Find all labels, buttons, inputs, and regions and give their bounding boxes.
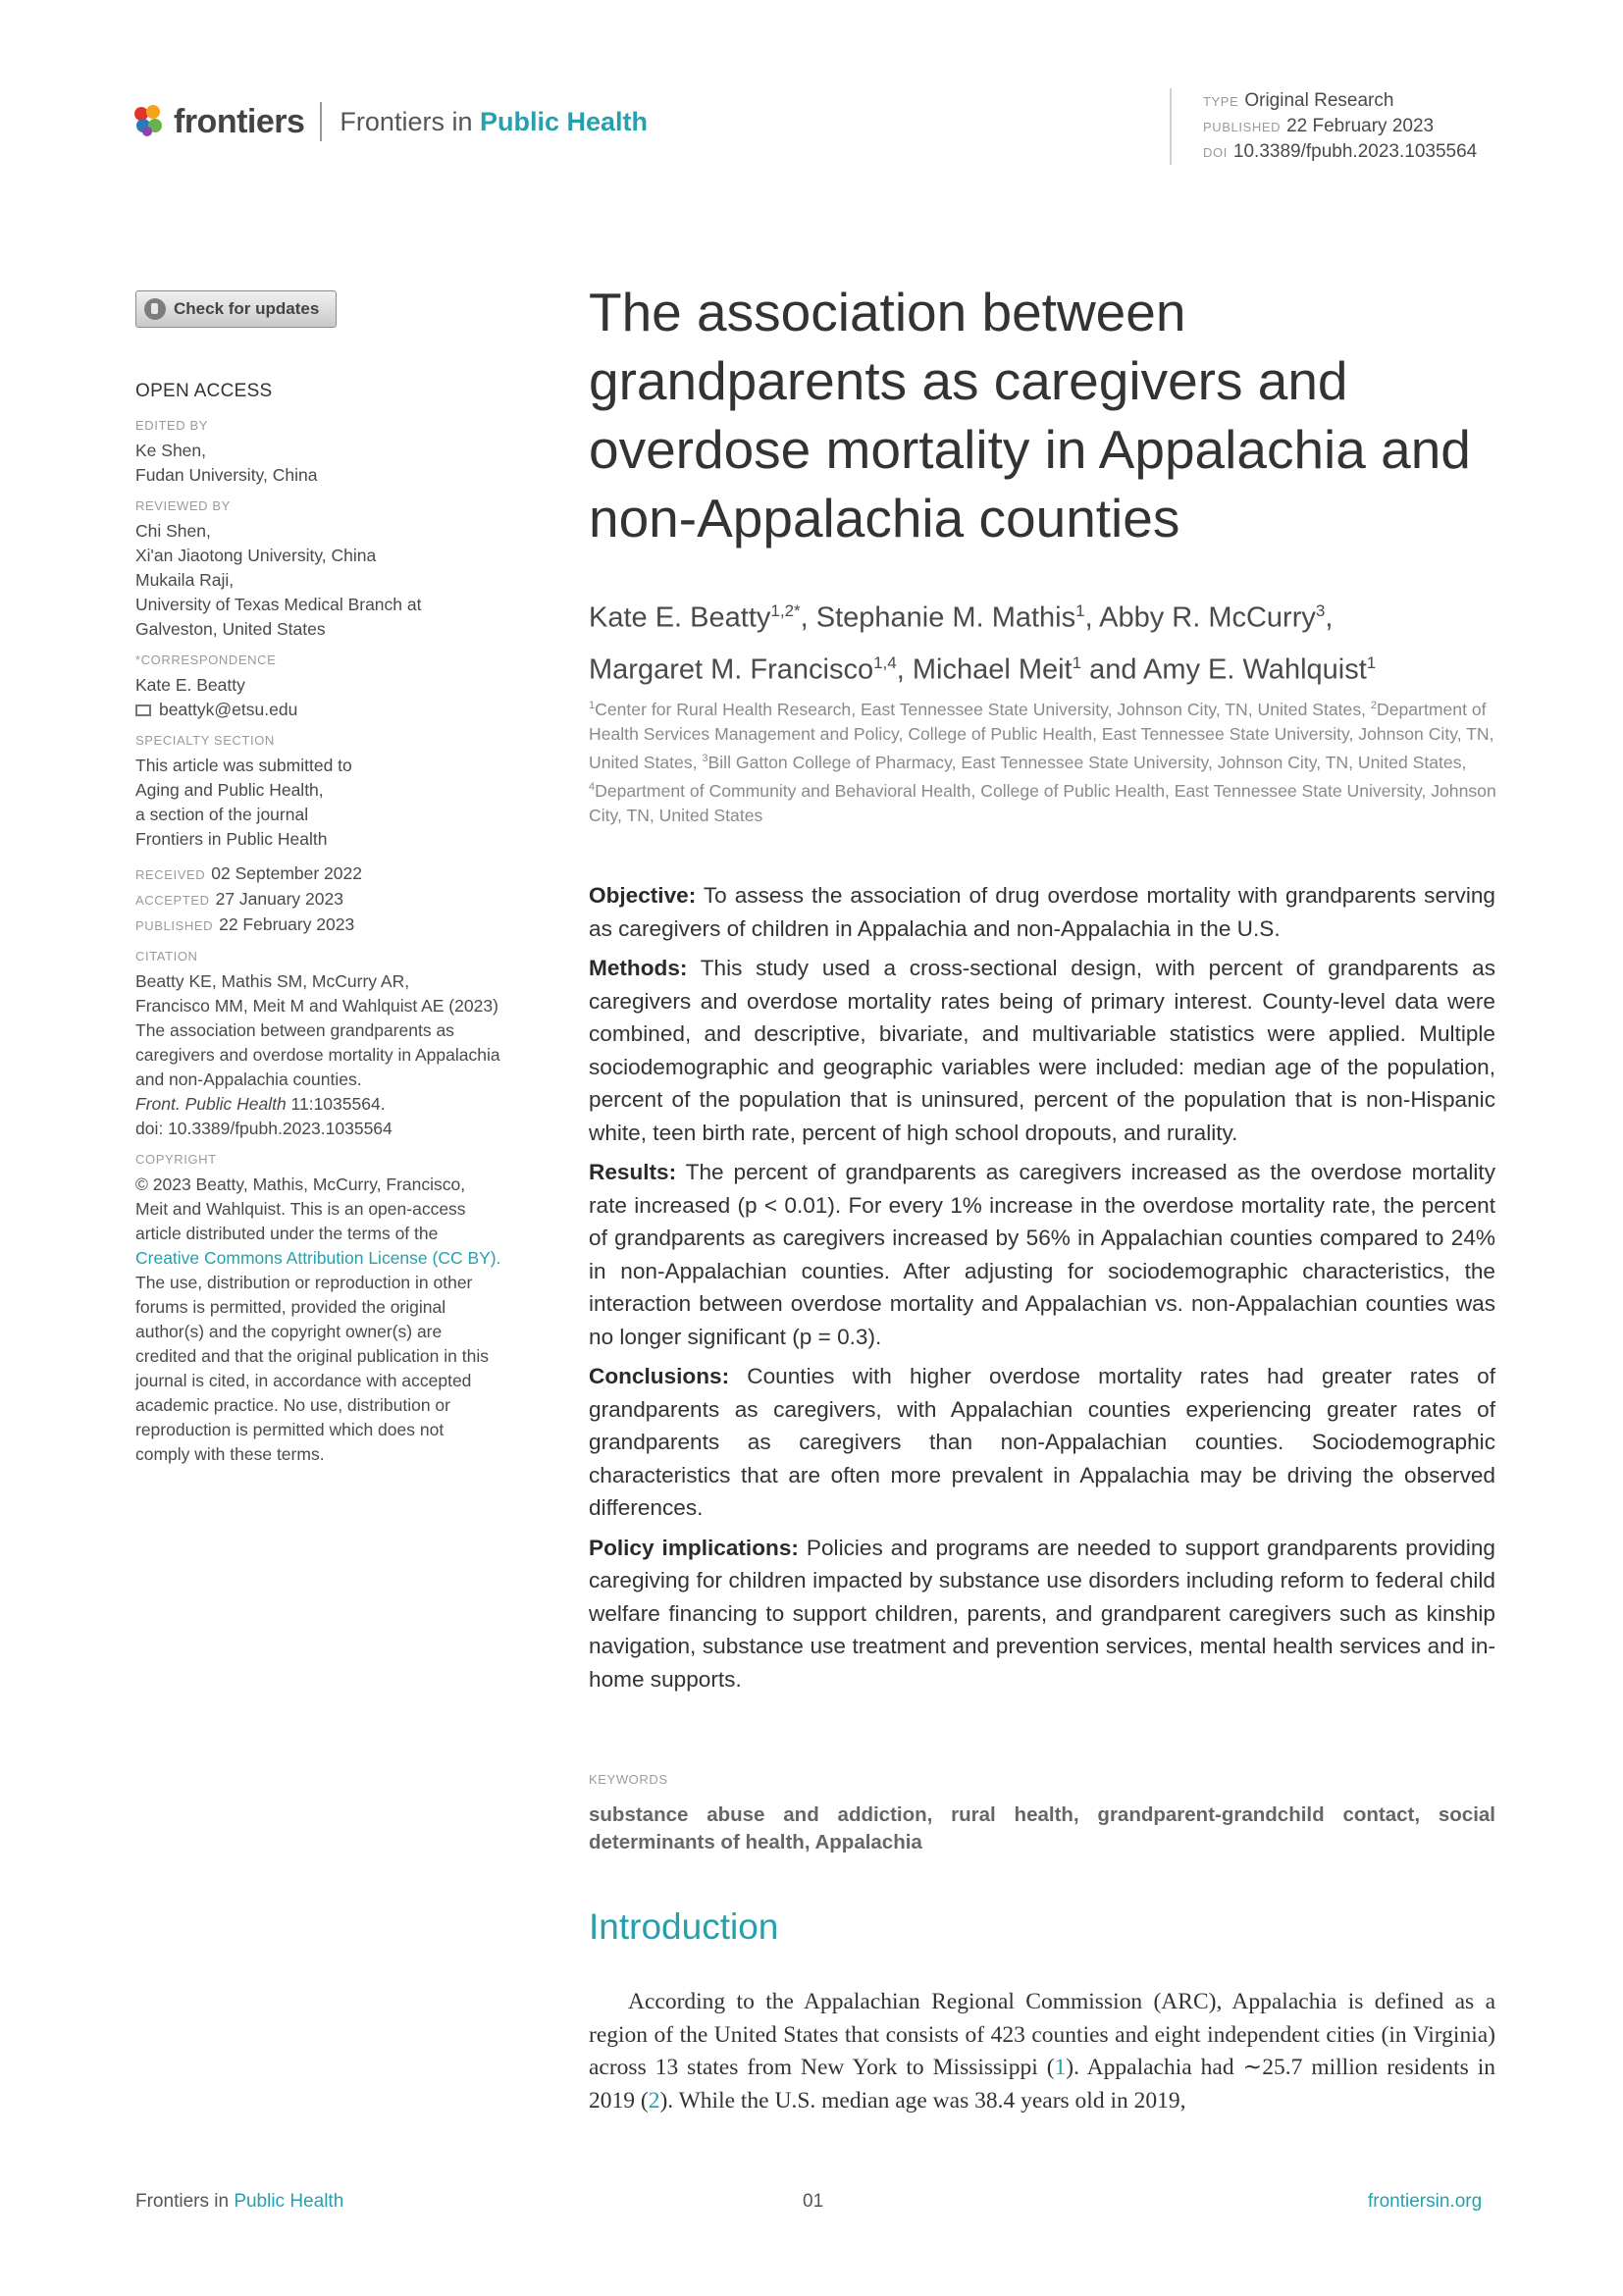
reviewer-line: Chi Shen, (135, 521, 211, 541)
doi-link[interactable]: 10.3389/fpubh.2023.1035564 (1232, 141, 1478, 162)
author-name[interactable]: Kate E. Beatty (589, 601, 771, 634)
page-number: 01 (803, 2191, 824, 2212)
author-affiliation-marker: 1,4 (873, 652, 897, 672)
keywords: substance abuse and addiction, rural health, grandparent-grandchild contact, social determinants of health, Appalachia (589, 1803, 1495, 1853)
affiliation: Bill Gatton College of Pharmacy, East Tennessee State University, Johnson City, TN, United States, (707, 752, 1467, 772)
citation-doi[interactable]: doi: 10.3389/fpubh.2023.1035564 (135, 1119, 393, 1138)
article-meta: TYPE Original Research PUBLISHED 22 February 2023 DOI 10.3389/fpubh.2023.1035564 (1170, 88, 1477, 165)
received-date: 02 September 2022 (211, 863, 362, 883)
footer-journal: Frontiers in Public Health (135, 2191, 344, 2212)
author-name[interactable]: Margaret M. Francisco (589, 653, 874, 686)
author-name[interactable]: Abby R. McCurry (1099, 601, 1316, 634)
logo-wordmark: frontiers (174, 102, 305, 140)
abstract-section: Methods: This study used a cross-sectional design, with percent of grandparents as caregivers and overdose mortality rates being of primary interest. County-level data were combined, and descriptive, bivariate, and multivariable statistics were applied. Multiple sociodemographic and geographic variables were included: median age of the population, percent of the population that is uninsured, percent of the population that is non-Hispanic white, teen birth rate, percent of high school dropouts, and rurality. (589, 956, 1495, 1145)
footer-site-link[interactable]: frontiersin.org (1368, 2191, 1483, 2212)
abstract-section: Results: The percent of grandparents as caregivers increased as the overdose mortality rate increased (p < 0.01). For every 1% increase in the overdose mortality rate, the percent of grandparents as caregivers increased by 56% in Appalachian counties compared to 24% in non-Appalachian counties. After adjusting for sociodemographic characteristics, the interaction between overdose mortality and Appalachian vs. non-Appalachian counties was no longer significant (p = 0.3). (589, 1160, 1495, 1349)
reference-link[interactable]: 2 (648, 2087, 660, 2113)
reference-link[interactable]: 1 (1054, 2055, 1067, 2080)
author-affiliation-marker: 1 (1072, 652, 1082, 672)
editor-line: Fudan University, China (135, 465, 318, 485)
author-affiliation-marker: 1,2* (770, 601, 801, 620)
abstract-section: Policy implications: Policies and programs are needed to support grandparents providing caregiving for children impacted by substance use disorders including reform to federal child welfare financing to support children, parents, and grandparent caregivers such as kinship navigation, substance use treatment and prevention services, mental health services and in-home supports. (589, 1535, 1495, 1692)
affiliation: Center for Rural Health Research, East Tennessee State University, Johnson City, TN, United States, (595, 699, 1371, 719)
frontiers-logo-icon (134, 105, 168, 138)
cc-by-license-link[interactable]: Creative Commons Attribution License (CC BY). (135, 1248, 501, 1268)
published-date: 22 February 2023 (1286, 116, 1435, 136)
introduction-heading: Introduction (589, 1906, 779, 1947)
sidebar: OPEN ACCESS EDITED BY Ke Shen, Fudan University, China REVIEWED BY Chi Shen, Xi'an Jiaotong University, China Mukaila Raji, University of Texas Medical Branch at Galveston, United States *CORRESPONDENCE Kate E. Beatty beattyk@etsu.edu SPECIALTY SECTION This article was submitted to Aging and Public Health, a section of the journal Frontiers in Public Health RECEIVED 02 September 2022 ACCEPTED 27 January 2023 PUBLISHED 22 February 2023 CITATION Beatty KE, Mathis SM, McCurry AR, Francisco MM, Meit M and Wahlquist AE (2023) The association between grandparents as caregivers and overdose mortality in Appalachia and non-Appalachia counties. Front. Public Health 11:1035564. doi: 10.3389/fpubh.2023.1035564 COPYRIGHT © 2023 Beatty, Mathis, McCurry, Francisco, Meit and Wahlquist. This is an open-access article distributed under the terms of the Creative Commons Attribution License (CC BY). The use, distribution or reproduction in other forums is permitted, provided the original author(s) and the copyright owner(s) are credited and that the original publication in this journal is cited, in accordance with accepted academic practice. No use, distribution or reproduction is permitted which does not comply with these terms. (135, 379, 557, 1467)
frontiers-logo[interactable] (134, 102, 648, 141)
article-type: Original Research (1244, 90, 1394, 111)
affiliations: $^1$Center for Rural Health Research, East Tennessee State University, Johnson City, TN, United States, $^2$Department of Health Services Management and Policy, College of Public Health, East Tennessee State University, Johnson City, TN, United States, $^3$Bill Gatton College of Pharmacy, East Tennessee State University, Johnson City, TN, United States, $^4$Department of Community and Behavioral Health, College of Public Health, East Tennessee State University, Johnson City, TN, United States (589, 699, 1496, 825)
update-icon (144, 298, 166, 320)
author-list: Kate E. Beatty$^{1,2*}$, Stephanie M. Mathis$^1$, Abby R. McCurry$^3$, Margaret M. Francisco$^{1,4}$, Michael Meit$^1$ and Amy E. Wahlquist$^1$ (589, 601, 1377, 686)
abstract (589, 879, 1495, 1702)
introduction-text: According to the Appalachian Regional Commission (ARC), Appalachia is defined as a region of the United States that consists of 423 counties and eight independent cities (in Virginia) across 13 states from New York to Mississippi (1). Appalachia had ∼25.7 million residents in 2019 (2). While the U.S. median age was 38.4 years old in 2019, (589, 1989, 1495, 2113)
affiliation: Department of Community and Behavioral Health, College of Public Health, East Tennessee State University, Johnson City, TN, United States (589, 780, 1496, 825)
check-for-updates-button[interactable]: Check for updates (135, 290, 337, 328)
author-name[interactable]: Michael Meit (912, 653, 1073, 686)
author-name[interactable]: Amy E. Wahlquist (1143, 653, 1367, 686)
reviewer-line: University of Texas Medical Branch at (135, 595, 422, 614)
abstract-section: Conclusions: Counties with higher overdose mortality rates had greater rates of grandparents as caregivers, with Appalachian counties experiencing greater rates of grandparents as caregivers than non-Appalachian counties. Sociodemographic characteristics that are often more prevalent in Appalachia may be driving the observed differences. (589, 1364, 1495, 1520)
affiliation: Department of Health Services Management and Policy, College of Public Health, East Tennessee State University, Johnson City, TN, United States, (589, 699, 1494, 772)
open-access-label: OPEN ACCESS (135, 381, 273, 401)
correspondence-email[interactable]: beattyk@etsu.edu (159, 700, 298, 719)
logo-divider (320, 102, 322, 141)
author-affiliation-marker: 3 (1315, 601, 1326, 620)
author-affiliation-marker: 1 (1075, 601, 1085, 620)
author-name[interactable]: Stephanie M. Mathis (815, 601, 1076, 634)
reviewer-line: Galveston, United States (135, 619, 326, 639)
sidebar-published-date: 22 February 2023 (219, 914, 355, 934)
accepted-date: 27 January 2023 (215, 889, 343, 909)
author-affiliation-marker: 1 (1366, 652, 1377, 672)
article-title: The association between grandparents as caregivers and overdose mortality in Appalachia and non-Appalachia counties (589, 282, 1471, 548)
keywords-label: KEYWORDS (589, 1772, 668, 1787)
reviewer-line: Mukaila Raji, (135, 570, 235, 590)
reviewer-line: Xi'an Jiaotong University, China (135, 546, 377, 565)
mail-icon (135, 704, 151, 716)
correspondence-name: Kate E. Beatty (135, 675, 245, 695)
journal-name: Frontiers in Public Health (340, 106, 648, 136)
editor-line: Ke Shen, (135, 441, 206, 460)
abstract-section: Objective: To assess the association of drug overdose mortality with grandparents serving as caregivers of children in Appalachia and non-Appalachia in the U.S. (589, 883, 1495, 941)
